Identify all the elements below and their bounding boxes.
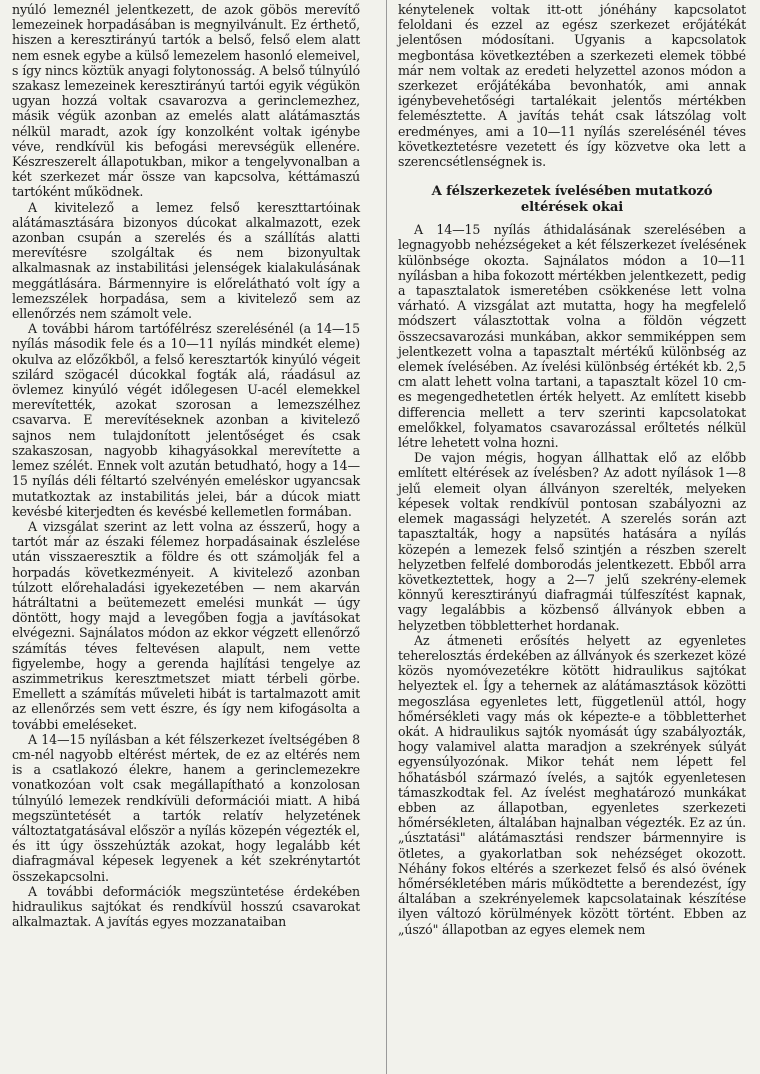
left-column xyxy=(12,2,360,929)
paragraph: A 14—15 nyílásban a két félszerkezet íveltségében 8 cm-nél nagyobb eltérést mértek, de ez az eltérés nem is a csatlakozó élekre, hanem a gerinclemezekre vonatkozóan volt csak megállapítható a konzolosan túlnyúló lemezek rendkívüli deformációi miatt. A hibá megszüntetését a tartók relatív helyzetének változtatgatásával először a nyílás közepén végezték el, és itt úgy összehúzták azokat, hogy legalább két diafragmával képesek legyenek a két szekrénytartót összekapcsolni. xyxy=(12,731,360,884)
right-column xyxy=(398,2,746,937)
paragraph-continued: kénytelenek voltak itt-ott jónéhány kapcsolatot feloldani és ezzel az egész szerkezet erőjátékát jelentősen módosítani. Ugyanis a kapcsolatok megbontása következtében a szerkezeti elemek többé már nem voltak az eredeti helyzettel azonos módon a szerkezet erőjátékába bevonhatók, ami annak igénybevehetőségi tartalékait jelentős mértékben felemésztette. A javítás tehát csak látszólag volt eredményes, ami a 10—11 nyílás szerelésénél téves következtetésre vezetett és így közvetve oka lett a szerencsétlenségnek is. xyxy=(398,2,746,170)
paragraph: A vizsgálat szerint az lett volna az ésszerű, hogy a tartót már az északi félemez horpadásainak észlelése után visszaeresztik a földre és ott számolják fel a horpadás következményeit. A kivitelező azonban túlzott előrehaladási igyekezetében — nem akarván hátráltatni a beütemezett emelési munkát — úgy döntött, hogy majd a levegőben fogja a javításokat elvégezni. Sajnálatos módon az ekkor végzett ellenőrző számítás téves feltevésen alapult, nem vette figyelembe, hogy a gerenda hajlítási tengelye az aszimmetrikus keresztmetszet miatt térbeli görbe. Emellett a számítás műveleti hibát is tartalmazott amit az ellenőrzés sem vett észre, és így nem kifogásolta a további emeléseket. xyxy=(12,518,360,732)
column-divider xyxy=(386,0,387,1074)
paragraph: A további három tartófélrész szerelésénél (a 14—15 nyílás második fele és a 10—11 nyílás mindkét eleme) okulva az előzőkből, a felső keresztartók kinyúló végeit szilárd szögacél dúcokkal fogták alá, ráadásul az övlemez kinyúló végét időlegesen U-acél elemekkel merevítették, azokat szorosan a lemezszélhez csavarva. E merevítéseknek azonban a kivitelező sajnos nem tulajdonított jelentőséget és csak szakaszosan, nagyobb kihagyásokkal merevítette a lemez szélét. Ennek volt azután betudható, hogy a 14—15 nyílás déli féltartó szelvényén emeléskor ugyancsak mutatkoztak az instabilitás jelei, bár a dúcok miatt kevésbé kiterjedten és kevésbé kellemetlen formában. xyxy=(12,321,360,519)
paragraph: Az átmeneti erősítés helyett az egyenletes teherelosztás érdekében az állványok és szerkezet közé közös nyomóvezetékre kötött hidraulikus sajtókat helyeztek el. Így a tehernek az alátámasztások közötti megoszlása egyenletes lett, függetlenül attól, hogy hőmérsékleti vagy más ok képezte-e a többletterhet okát. A hidraulikus sajtók nyomását úgy szabályozták, hogy valamivel alatta maradjon a szekrények súlyát egyensúlyozónak. Mikor tehát nem lépett fel hőhatásból származó ívelés, a sajtók egyenletesen támaszkodtak fel. Az ívelést meghatározó munkákat ebben az állapotban, egyenletes szerkezeti hőmérsékleten, általában hajnalban végezték. Ez az ún. „úsztatási" alátámasztási rendszer bármennyire is ötletes, a gyakorlatban sok nehézséget okozott. Néhány fokos eltérés a szerkezet felső és alsó övének hőmérsékletében máris működtette a berendezést, így általában a szekrényelemek kapcsolatainak készítése ilyen változó körülmények között történt. Ebben az „úszó" állapotban az egyes elemek nem xyxy=(398,632,746,937)
section-heading: A félszerkezetek ívelésében mutatkozó eltérések okai xyxy=(431,184,713,216)
paragraph: A további deformációk megszüntetése érdekében hidraulikus sajtókat és rendkívül hosszú csavarokat alkalmaztak. A javítás egyes mozzanataiban xyxy=(12,883,360,930)
paragraph: De vajon mégis, hogyan állhattak elő az előbb említett eltérések az ívelésben? Az adott nyílások 1—8 jelű elemeit olyan állványon szerelték, melyeken képesek voltak rendkívül pontosan szabályozni az elemek magassági helyzetét. A szerelés során azt tapasztalták, hogy a napsütés hatására a nyílás közepén a lemezek felső szintjén a részben szerelt helyzetben felfelé domborodás jelentkezett. Ebből arra következtettek, hogy a 2—7 jelű szekrény-elemek könnyű keresztirányú diafragmái túlfeszítést kapnak, vagy legalábbis a közbenső állványok ebben a helyzetben többletterhet hordanak. xyxy=(398,450,746,633)
paragraph-continued: nyúló lemeznél jelentkezett, de azok göbös merevítő lemezeinek horpadásában is megnyilvánult. Ez érthető, hiszen a keresztirányú tartók a belső, felső elem alatt nem esnek egybe a külső lemezelem hasonló elemeivel, s így nincs köztük anyagi folytonosság. A belső túlnyúló szakasz lemezeinek keresztirányú tartói egyik végükön ugyan hozzá voltak csavarozva a gerinclemezhez, másik végük azonban az emelés alatt alátámasztás nélkül maradt, azok így konzolként voltak igénybe véve, rendkívül kis befogási merevségük ellenére. Készreszerelt állapotukban, mikor a tengelyvonalban a két szerkezet már össze van kapcsolva, kéttámaszú tartóként működnek. xyxy=(12,2,360,200)
paragraph: A kivitelező a lemez felső kereszttartóinak alátámasztására bizonyos dúcokat alkalmazott, ezek azonban csupán a szerelés és a szállítás alatti merevítésre szolgáltak és nem bizonyultak alkalmasnak az instabilitási jelenségek kialakulásának meggátlására. Bármennyire is előrelátható volt így a lemezszélek horpadása, sem a kivitelező sem az ellenőrzés nem számolt vele. xyxy=(12,199,360,322)
paragraph: A 14—15 nyílás áthidalásának szerelésében a legnagyobb nehézségeket a két félszerkezet ívelésének különbsége okozta. Sajnálatos módon a 10—11 nyílásban a hiba fokozott mértékben jelentkezett, pedig a tapasztalatok ismeretében csökkenése lett volna várható. A vizsgálat azt mutatta, hogy ha megfelelő módszert választottak volna a földön végzett összecsavarozási munkában, akkor semmiképpen sem jelentkezett volna a tapasztalt mértékű különbség az elemek ívelésében. Az ívelési különbség értékét kb. 2,5 cm alatt lehett volna tartani, a tapasztalt közel 10 cm-es megengedhetetlen érték helyett. Az említett kisebb differencia mellett a terv szerinti kapcsolatokat emelőkkel, folyamatos csavarozással erőltetés nélkül létre lehetett volna hozni. xyxy=(398,222,746,451)
